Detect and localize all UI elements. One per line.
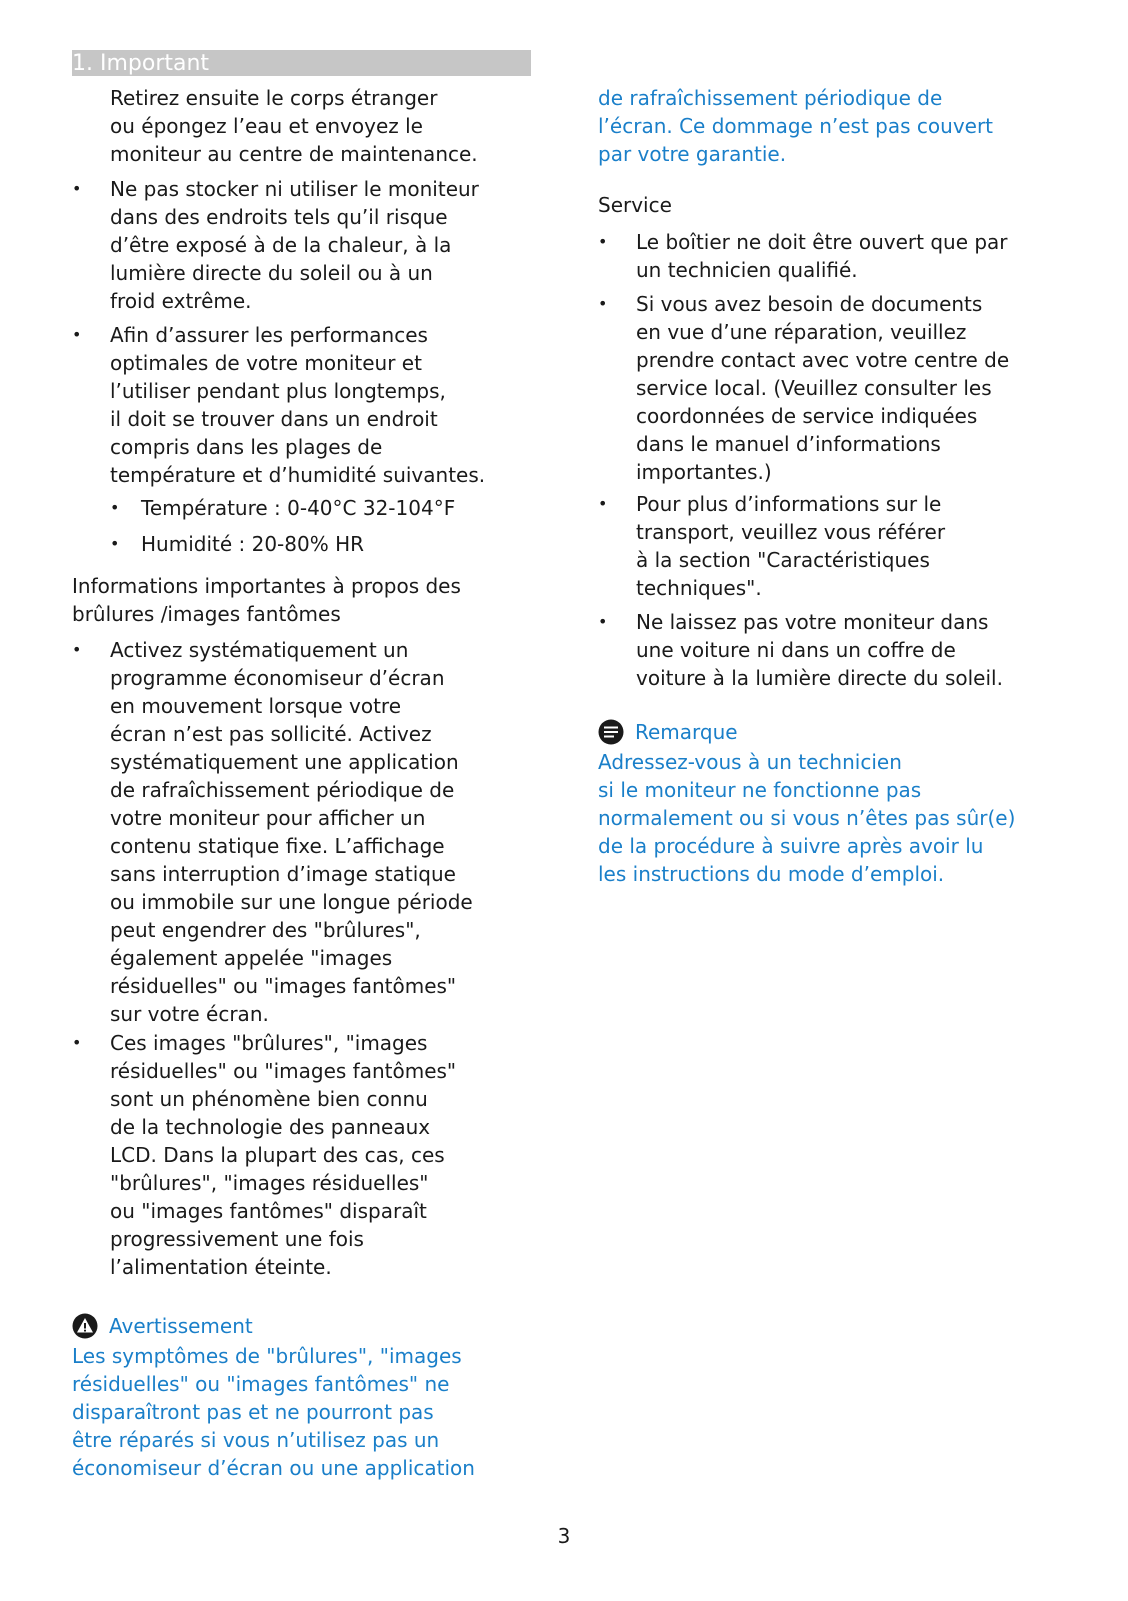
list-item-text: Ne laissez pas votre moniteur dans une voiture ni dans un coffre de voiture à la lumière directe du soleil. <box>636 610 1003 690</box>
intro-text: Retirez ensuite le corps étranger ou épongez l’eau et envoyez le moniteur au centre de maintenance. <box>110 86 478 166</box>
list-item-text: Pour plus d’informations sur le transport, veuillez vous référer à la section "Caractéristiques techniques". <box>636 492 946 600</box>
list-item <box>72 175 532 315</box>
note-icon <box>598 719 624 745</box>
service-heading-text: Service <box>598 193 672 217</box>
sub-list-item-text: Humidité : 20-80% HR <box>141 532 365 556</box>
list-item <box>72 636 532 1028</box>
list-item-text: Le boîtier ne doit être ouvert que par un technicien qualifié. <box>636 230 1008 282</box>
list-item <box>598 608 1058 692</box>
section-header <box>72 50 531 76</box>
bullet-marker: • <box>598 612 608 631</box>
list-item <box>598 228 1058 284</box>
bullet-marker: • <box>72 640 82 659</box>
note-text: Adressez-vous à un technicien si le moniteur ne fonctionne pas normalement ou si vous n’êtes pas sûr(e) de la procédure à suivre après avoir lu les instructions du mode d’emploi. <box>598 750 1016 886</box>
list-item-text: Ne pas stocker ni utiliser le moniteur dans des endroits tels qu’il risque d’être exposé à de la chaleur, à la lumière directe du soleil ou à un froid extrême. <box>110 177 479 313</box>
warning-continuation <box>598 84 1058 168</box>
bullet-marker: • <box>72 325 82 344</box>
section-heading-text: Informations importantes à propos des brûlures /images fantômes <box>72 574 461 626</box>
list-item <box>598 490 1058 602</box>
section-heading <box>72 572 532 628</box>
list-item <box>72 321 532 489</box>
list-item-text: Activez systématiquement un programme économiseur d’écran en mouvement lorsque votre écran n’est pas sollicité. Activez systématiquement une application de rafraîchissement périodique de votre moniteur pour afficher un contenu statique fixe. L’affichage sans interruption d’image statique ou immobile sur une longue période peut engendrer des "brûlures", également appelée "images résiduelles" ou "images fantômes" sur votre écran. <box>110 638 473 1026</box>
intro-paragraph <box>72 84 532 168</box>
warning-title: Avertissement <box>109 1314 253 1338</box>
list-item <box>72 1029 532 1281</box>
warning-notice <box>72 1312 532 1482</box>
warning-text: Les symptômes de "brûlures", "images résiduelles" ou "images fantômes" ne disparaîtront pas et ne pourront pas être réparés si vous n’utilisez pas un économiseur d’écran ou une application <box>72 1344 475 1480</box>
note-notice <box>598 718 1058 888</box>
page-number: 3 <box>557 1524 571 1548</box>
sub-list-item <box>72 530 532 558</box>
warning-continuation-text: de rafraîchissement périodique de l’écran. Ce dommage n’est pas couvert par votre garantie. <box>598 86 994 166</box>
sub-list-item <box>72 494 532 522</box>
list-item <box>598 290 1058 486</box>
list-item-text: Afin d’assurer les performances optimales de votre moniteur et l’utiliser pendant plus longtemps, il doit se trouver dans un endroit compris dans les plages de température et d’humidité suivantes. <box>110 323 486 487</box>
note-title: Remarque <box>635 720 738 744</box>
bullet-marker: • <box>110 498 120 517</box>
bullet-marker: • <box>598 494 608 513</box>
bullet-marker: • <box>72 1033 82 1052</box>
bullet-marker: • <box>598 232 608 251</box>
bullet-marker: • <box>110 534 120 553</box>
service-heading <box>598 191 1058 219</box>
list-item-text: Ces images "brûlures", "images résiduelles" ou "images fantômes" sont un phénomène bien connu de la technologie des panneaux LCD. Dans la plupart des cas, ces "brûlures", "images résiduelles" ou "images fantômes" disparaît progressivement une fois l’alimentation éteinte. <box>110 1031 457 1279</box>
warning-icon <box>72 1313 98 1339</box>
bullet-marker: • <box>598 294 608 313</box>
list-item-text: Si vous avez besoin de documents en vue d’une réparation, veuillez prendre contact avec votre centre de service local. (Veuillez consulter les coordonnées de service indiquées dans le manuel d’informations importantes.) <box>636 292 1010 484</box>
sub-list-item-text: Température : 0-40°C 32-104°F <box>141 496 456 520</box>
section-label: 1. Important <box>72 51 210 76</box>
bullet-marker: • <box>72 179 82 198</box>
